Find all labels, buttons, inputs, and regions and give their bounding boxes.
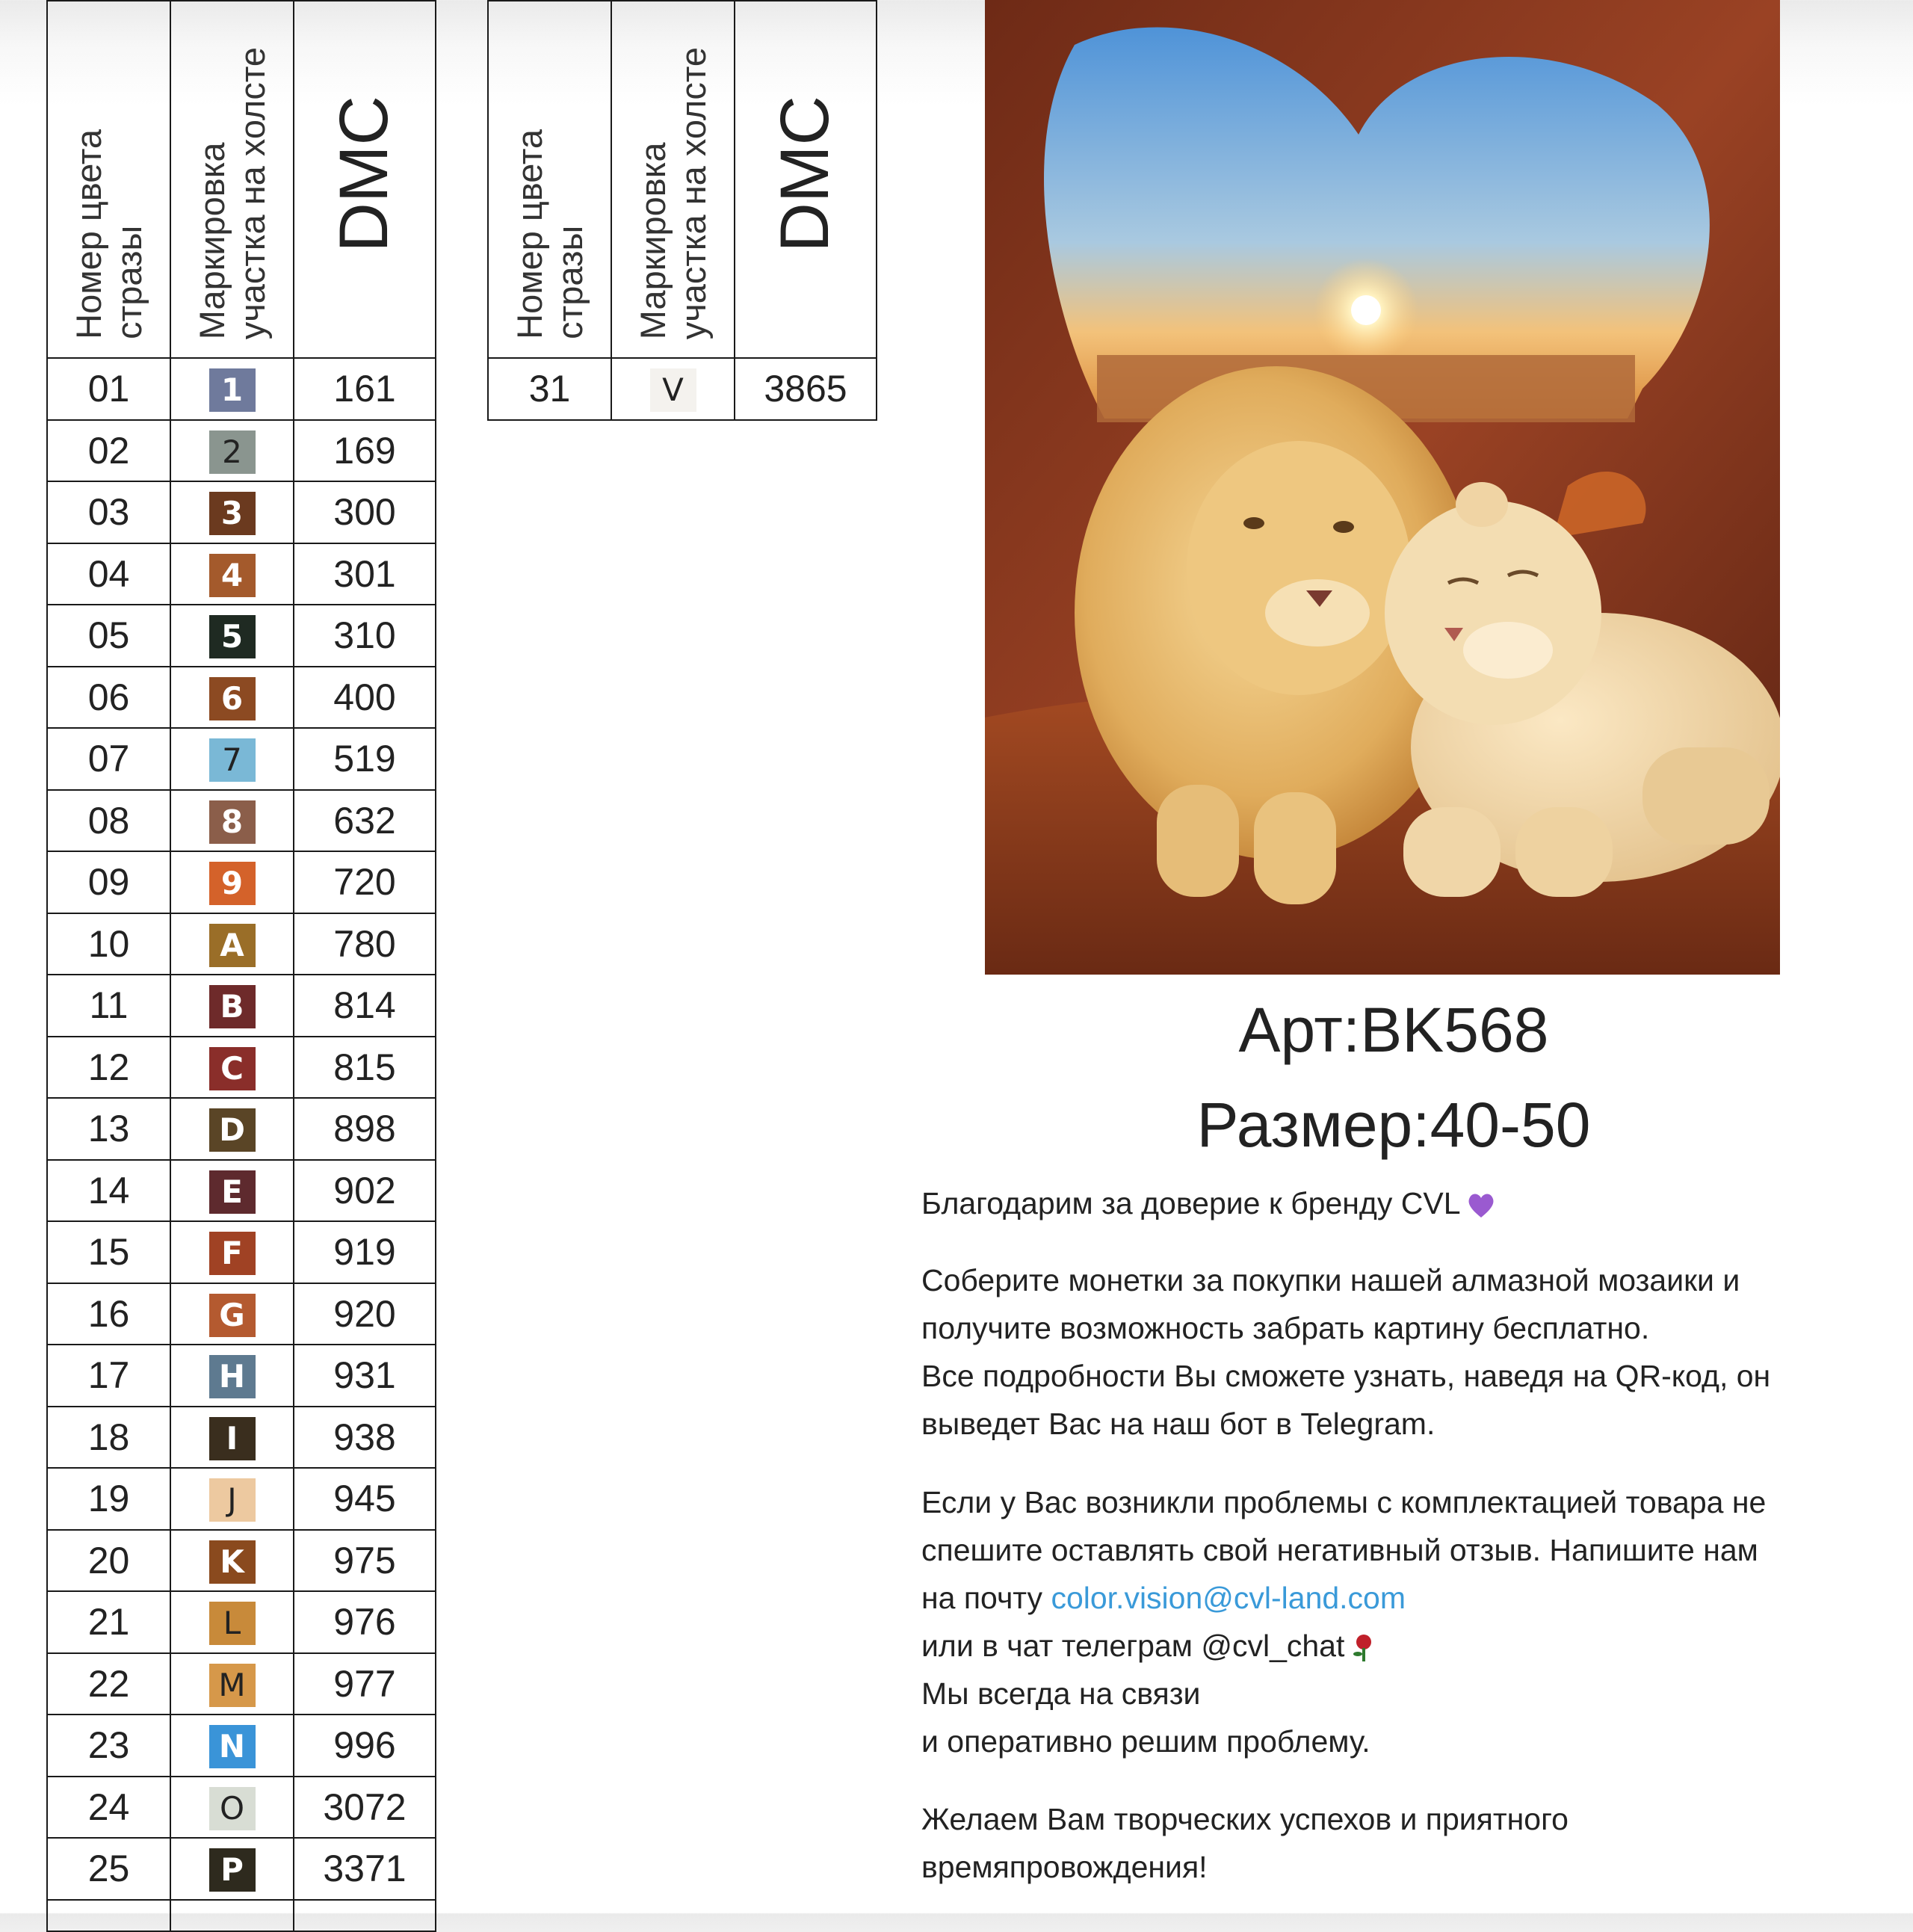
legend-marking-swatch: 4 [209,554,256,597]
legend-marking-swatch: 5 [209,615,256,658]
legend-row [47,481,436,543]
legend-dmc-code: 720 [294,851,436,913]
legend-color-number: 09 [47,851,170,913]
problem-paragraph [921,1478,1893,1765]
coins-line-3: Все подробности Вы сможете узнать, наведя на QR-код, он [921,1359,1771,1393]
legend-row [47,605,436,667]
legend-color-number: 15 [47,1221,170,1283]
legend-row [47,1283,436,1345]
legend-row [47,1715,436,1777]
legend-color-number: 08 [47,790,170,852]
legend-dmc-code: 931 [294,1345,436,1407]
legend-row [488,358,877,420]
legend-dmc-code: 977 [294,1653,436,1715]
legend-color-number: 04 [47,543,170,605]
header-color-number-line2: стразы [108,225,149,339]
purple-heart-icon [1467,1192,1495,1219]
legend-marking-swatch: C [209,1047,256,1090]
header-color-number-line1: Номер цвета [509,129,549,339]
legend-marking-cell [170,1345,294,1407]
legend-row [47,1838,436,1900]
legend-dmc-code: 996 [294,1715,436,1777]
legend-color-number: 20 [47,1530,170,1592]
legend-cell-empty [170,1900,294,1931]
legend-row [47,358,436,420]
legend-row [47,1037,436,1099]
legend-dmc-code: 938 [294,1407,436,1469]
legend-row [47,1345,436,1407]
legend-marking-swatch: L [209,1602,256,1645]
legend-color-number: 25 [47,1838,170,1900]
legend-marking-swatch: N [209,1725,256,1768]
legend-row [47,420,436,482]
coins-line-1: Соберите монетки за покупки нашей алмазной мозаики и [921,1263,1740,1297]
legend-color-number: 05 [47,605,170,667]
legend-row [47,1468,436,1530]
legend-dmc-code: 632 [294,790,436,852]
thanks-text: Благодарим за доверие к бренду CVL [921,1186,1461,1220]
legend-row [47,1407,436,1469]
legend-color-number: 24 [47,1777,170,1839]
problem-line-6: и оперативно решим проблему. [921,1724,1370,1759]
wish-line-2: времяпровождения! [921,1850,1208,1884]
legend-marking-cell [170,1530,294,1592]
header-color-number-line1: Номер цвета [68,129,108,339]
legend-marking-swatch: A [209,924,256,967]
legend-dmc-code: 920 [294,1283,436,1345]
legend-dmc-code: 300 [294,481,436,543]
legend-color-number: 06 [47,667,170,729]
rose-icon [1350,1633,1377,1663]
legend-row [47,1777,436,1839]
legend-dmc-code: 815 [294,1037,436,1099]
legend-color-number: 01 [47,358,170,420]
legend-dmc-code: 301 [294,543,436,605]
legend-marking-cell [170,1838,294,1900]
legend-row-cutoff [47,1900,436,1931]
legend-marking-cell [170,1591,294,1653]
size-title: Размер:40-50 [1196,1090,1591,1160]
legend-marking-swatch: F [209,1232,256,1275]
legend-dmc-code: 3072 [294,1777,436,1839]
legend-marking-cell [170,851,294,913]
legend-marking-swatch: H [209,1355,256,1398]
legend-marking-cell [170,975,294,1037]
legend-marking-cell [170,1777,294,1839]
legend-row [47,790,436,852]
legend-marking-swatch: 7 [209,738,256,782]
thanks-paragraph [921,1179,1893,1227]
legend-dmc-code: 400 [294,667,436,729]
legend-row [47,913,436,975]
legend-row [47,667,436,729]
legend-dmc-code: 814 [294,975,436,1037]
header-color-number-line2: стразы [549,225,590,339]
legend-color-number: 03 [47,481,170,543]
legend-color-number: 19 [47,1468,170,1530]
header-color-number [488,1,611,358]
legend-marking-swatch: B [209,985,256,1028]
legend-marking-cell [170,543,294,605]
coins-paragraph [921,1256,1893,1448]
legend-dmc-code: 3865 [735,358,877,420]
article-title: Арт:BK568 [1238,995,1549,1065]
header-dmc [735,1,877,358]
legend-marking-cell [170,1468,294,1530]
header-marking-line2: участка на холсте [232,46,272,339]
header-dmc [294,1,436,358]
color-legend-table [46,0,436,1932]
legend-marking-swatch: P [209,1848,256,1892]
problem-line-3: на почту [921,1581,1043,1615]
legend-marking-cell [170,1037,294,1099]
problem-line-4: или в чат телеграм @cvl_chat [921,1629,1345,1663]
legend-color-number: 07 [47,728,170,790]
header-marking [611,1,735,358]
legend-marking-cell [170,667,294,729]
legend-dmc-code: 975 [294,1530,436,1592]
legend-marking-swatch: D [209,1108,256,1152]
legend-row [47,1098,436,1160]
legend-color-number: 12 [47,1037,170,1099]
legend-marking-swatch: K [209,1540,256,1584]
legend-marking-swatch: 3 [209,492,256,535]
legend-color-number: 02 [47,420,170,482]
legend-color-number: 14 [47,1160,170,1222]
legend-marking-swatch: 8 [209,800,256,844]
legend-marking-cell [170,1160,294,1222]
legend-marking-swatch: O [209,1787,256,1830]
coins-line-4: выведет Вас на наш бот в Telegram. [921,1407,1435,1441]
legend-marking-cell [170,790,294,852]
legend-dmc-code: 902 [294,1160,436,1222]
wish-paragraph [921,1795,1893,1891]
header-marking [170,1,294,358]
legend-dmc-code: 919 [294,1221,436,1283]
legend-dmc-code: 780 [294,913,436,975]
legend-marking-cell [170,420,294,482]
legend-marking-cell [170,481,294,543]
legend-marking-swatch: M [209,1664,256,1707]
legend-dmc-code: 976 [294,1591,436,1653]
legend-row [47,1221,436,1283]
header-dmc-label: DMC [767,96,844,253]
legend-color-number: 13 [47,1098,170,1160]
legend-row [47,543,436,605]
header-marking-line1: Маркировка [191,142,232,339]
problem-line-5: Мы всегда на связи [921,1676,1201,1711]
legend-marking-cell [170,358,294,420]
legend-marking-swatch: V [650,368,696,412]
legend-marking-swatch: 9 [209,862,256,905]
legend-row [47,1530,436,1592]
legend-dmc-code: 169 [294,420,436,482]
legend-color-number: 10 [47,913,170,975]
legend-marking-cell [170,1283,294,1345]
coins-line-2: получите возможность забрать картину бесплатно. [921,1311,1650,1345]
legend-cell-empty [47,1900,170,1931]
legend-marking-cell [170,605,294,667]
problem-line-1: Если у Вас возникли проблемы с комплектацией товара не [921,1485,1767,1519]
legend-marking-swatch: 6 [209,677,256,720]
header-dmc-label: DMC [326,96,403,253]
legend-row [47,1160,436,1222]
legend-marking-swatch: 1 [209,368,256,412]
legend-color-number: 18 [47,1407,170,1469]
legend-color-number: 17 [47,1345,170,1407]
legend-dmc-code: 898 [294,1098,436,1160]
legend-marking-swatch: 2 [209,430,256,474]
legend-marking-swatch: I [209,1417,256,1460]
legend-row [47,1653,436,1715]
legend-dmc-code: 519 [294,728,436,790]
legend-marking-cell [170,1715,294,1777]
legend-cell-empty [294,1900,436,1931]
legend-dmc-code: 161 [294,358,436,420]
support-email-link[interactable]: color.vision@cvl-land.com [1051,1581,1406,1615]
legend-dmc-code: 3371 [294,1838,436,1900]
legend-marking-cell [611,358,735,420]
legend-dmc-code: 310 [294,605,436,667]
legend-marking-swatch: J [209,1478,256,1522]
legend-marking-cell [170,1098,294,1160]
lions-artwork-image [985,0,1780,975]
legend-row [47,728,436,790]
wish-line-1: Желаем Вам творческих успехов и приятного [921,1802,1569,1836]
legend-color-number: 11 [47,975,170,1037]
legend-row [47,975,436,1037]
legend-color-number: 23 [47,1715,170,1777]
legend-dmc-code: 945 [294,1468,436,1530]
problem-line-2: спешите оставлять свой негативный отзыв. Напишите нам [921,1533,1758,1567]
legend-body-extra [488,358,877,420]
header-marking-line2: участка на холсте [673,46,713,339]
legend-row [47,851,436,913]
legend-marking-swatch: G [209,1294,256,1337]
legend-body [47,358,436,1931]
legend-marking-cell [170,1221,294,1283]
legend-color-number: 31 [488,358,611,420]
legend-color-number: 22 [47,1653,170,1715]
legend-marking-cell [170,1653,294,1715]
color-legend-table-extra [487,0,877,421]
legend-marking-swatch: E [209,1170,256,1214]
header-marking-line1: Маркировка [632,142,673,339]
legend-row [47,1591,436,1653]
legend-marking-cell [170,1407,294,1469]
legend-marking-cell [170,913,294,975]
legend-color-number: 21 [47,1591,170,1653]
legend-marking-cell [170,728,294,790]
header-color-number [47,1,170,358]
legend-color-number: 16 [47,1283,170,1345]
